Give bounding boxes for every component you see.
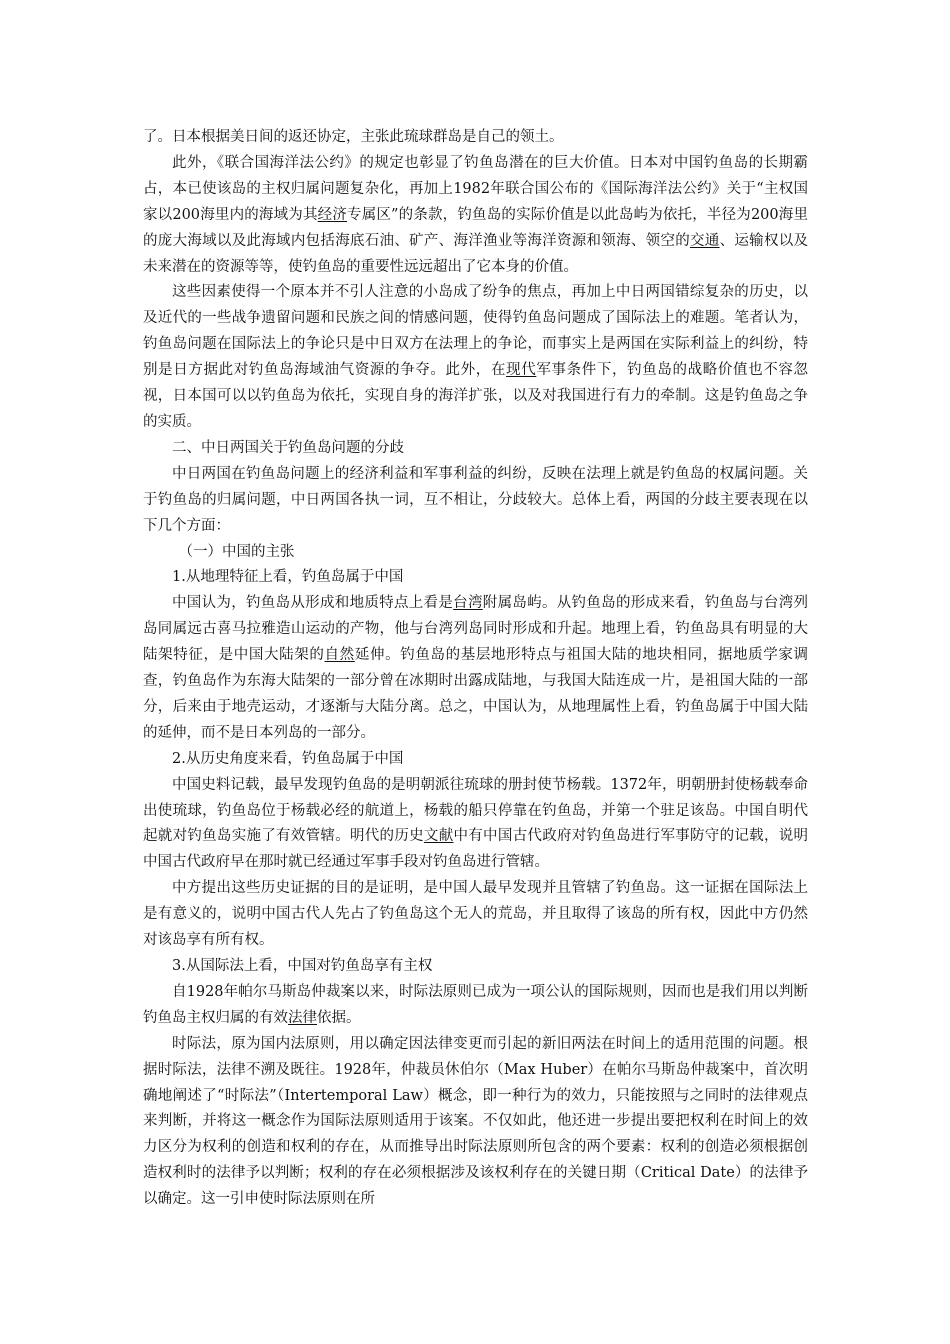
inline-link[interactable]: 法律 [288, 1009, 317, 1026]
body-paragraph [143, 280, 808, 435]
text-run: 中国认为，钓鱼岛从形成和地质特点上看是 [172, 595, 454, 612]
body-paragraph [143, 591, 808, 746]
body-paragraph [143, 876, 808, 954]
text-run: （一）中国的主张 [178, 543, 295, 560]
body-paragraph [143, 125, 808, 151]
text-run: 2.从历史角度来看，钓鱼岛属于中国 [172, 750, 404, 767]
body-paragraph [143, 773, 808, 877]
subsection-heading [143, 540, 808, 566]
text-run: 中日两国在钓鱼岛问题上的经济利益和军事利益的纠纷，反映在法理上就是钓鱼岛的权属问题。关于钓鱼岛的归属问题，中日两国各执一词，互不相让，分歧较大。总体上看，两国的分歧主要表现在以下几个方面： [143, 465, 808, 534]
inline-link[interactable]: 自然 [324, 647, 355, 664]
body-paragraph [143, 151, 808, 281]
inline-link[interactable]: 台湾 [453, 595, 483, 612]
inline-link[interactable]: 经济 [317, 206, 348, 223]
text-run: 二、中日两国关于钓鱼岛问题的分歧 [172, 439, 404, 456]
text-run: 中方提出这些历史证据的目的是证明，是中国人最早发现并且管辖了钓鱼岛。这一证据在国际法上是有意义的，说明中国古代人先占了钓鱼岛这个无人的荒岛，并且取得了该岛的所有权，因此中方仍然对该岛享有所有权。 [143, 880, 808, 949]
inline-link[interactable]: 文献 [423, 828, 454, 845]
body-paragraph [143, 462, 808, 540]
text-run: 1.从地理特征上看，钓鱼岛属于中国 [172, 569, 404, 586]
text-run: 专属区”的条款，钓鱼岛的实际价值是以此岛屿为依托，半径为200海里的庞大海域以及此海域内包括海底石油、矿产、海洋渔业等海洋资源和领海、领空的 [143, 206, 808, 249]
inline-link[interactable]: 现代 [506, 362, 537, 379]
document-page [143, 125, 808, 1213]
section-heading [143, 436, 808, 462]
text-run: 中有中国古代政府对钓鱼岛进行军事防守的记载，说明中国古代政府早在那时就已经通过军事手段对钓鱼岛进行管辖。 [143, 828, 809, 871]
text-run: 了。日本根据美日间的返还协定，主张此琉球群岛是自己的领土。 [143, 129, 564, 145]
body-paragraph [143, 1032, 808, 1213]
text-run: 中国史料记载，最早发现钓鱼岛的是明朝派往琉球的册封使节杨载。1372年，明朝册封使杨载奉命出使琉球，钓鱼岛位于杨载必经的航道上，杨载的船只停靠在钓鱼岛，并第一个驻足该岛。中国自明代起就对钓鱼岛实施了有效管辖。明代的历史 [143, 776, 808, 845]
section-heading [143, 954, 808, 980]
text-run: 时际法，原为国内法原则，用以确定因法律变更而引起的新旧两法在时间上的适用范围的问题。根据时际法，法律不溯及既往。1928年，仲裁员休伯尔（Max Huber）在帕尔马斯岛仲裁案中，首次明确地阐述了“时际法”（Intertemporal Law）概念，即一种行为的效力，只能按照与之同时的法律观点来判断，并将这一概念作为国际法原则适用于该案。不仅如此，他还进一步提出要把权利在时间上的效力区分为权利的创造和权利的存在，从而推导出时际法原则所包含的两个要素：权利的创造必须根据创造权利时的法律予以判断；权利的存在必须根据涉及该权利存在的关键日期（Critical Date）的法律予以确定。这一引申使时际法原则在所 [143, 1035, 808, 1208]
text-run: 、运输权以及未来潜在的资源等等，使钓鱼岛的重要性远远超出了它本身的价值。 [143, 232, 809, 275]
text-run: 军事条件下，钓鱼岛的战略价值也不容忽视，日本国可以以钓鱼岛为依托，实现自身的海洋扩张，以及对我国进行有力的牵制。这是钓鱼岛之争的实质。 [143, 362, 809, 430]
section-heading [143, 747, 808, 773]
section-heading [143, 565, 808, 591]
text-run: 此外，《联合国海洋法公约》的规定也彰显了钓鱼岛潜在的巨大价值。日本对中国钓鱼岛的长期霸占，本已使该岛的主权归属问题复杂化，再加上1982年联合国公布的《国际海洋法公约》关于“主权国家以200海里内的海域为其 [143, 154, 808, 223]
text-run: 依据。 [317, 1009, 361, 1026]
text-run: 3.从国际法上看，中国对钓鱼岛享有主权 [172, 958, 433, 974]
text-run: 延伸。钓鱼岛的基层地形特点与祖国大陆的地块相同，据地质学家调查，钓鱼岛作为东海大陆架的一部分曾在冰期时出露成陆地，与我国大陆连成一片，是祖国大陆的一部分，后来由于地壳运动，才逐渐与大陆分离。总之，中国认为，从地理属性上看，钓鱼岛属于中国大陆的延伸，而不是日本列岛的一部分。 [143, 647, 809, 741]
text-run: 这些因素使得一个原本并不引人注意的小岛成了纷争的焦点，再加上中日两国错综复杂的历史，以及近代的一些战争遗留问题和民族之间的情感问题，使得钓鱼岛问题成了国际法上的难题。笔者认为，钓鱼岛问题在国际法上的争论只是中日双方在法理上的争论，而事实上是两国在实际利益上的纠纷，特别是日方据此对钓鱼岛海域油气资源的争夺。此外，在 [143, 284, 808, 379]
inline-link[interactable]: 交通 [690, 232, 720, 249]
text-run: 自1928年帕尔马斯岛仲裁案以来，时际法原则已成为一项公认的国际规则，因而也是我们用以判断钓鱼岛主权归属的有效 [143, 983, 808, 1026]
body-paragraph [143, 980, 808, 1032]
text-run: 附属岛屿。从钓鱼岛的形成来看，钓鱼岛与台湾列岛同属远古喜马拉雅造山运动的产物，他与台湾列岛同时形成和升起。地理上看，钓鱼岛具有明显的大陆架特征，是中国大陆架的 [143, 595, 809, 664]
